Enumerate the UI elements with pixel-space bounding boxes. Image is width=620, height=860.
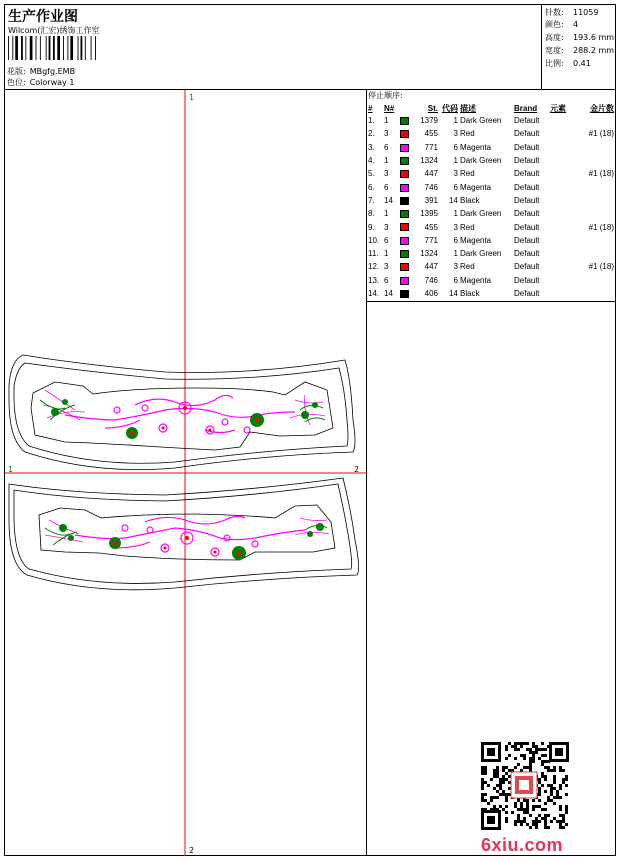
color-description: Red	[460, 169, 475, 179]
brand: Default	[514, 249, 540, 259]
color-code: 6	[453, 275, 458, 285]
table-row	[367, 114, 615, 127]
color-code: 3	[453, 262, 458, 272]
color-swatch	[399, 114, 415, 127]
col-stitches: St.	[427, 103, 438, 113]
element	[549, 287, 573, 300]
col-color-swatch	[399, 102, 415, 114]
color-code: 1	[453, 156, 458, 166]
color-swatch	[399, 167, 415, 180]
header-info	[5, 5, 541, 89]
table-header	[367, 102, 615, 114]
color-swatch	[399, 274, 415, 287]
color-swatch-box	[400, 117, 409, 125]
color-swatch	[399, 287, 415, 300]
stitch-count: 771	[424, 142, 438, 152]
element	[549, 207, 573, 220]
stat-height: 高度: 193.6 mm	[545, 33, 615, 42]
color-swatch	[399, 220, 415, 233]
stop-index: 12.	[368, 262, 380, 272]
element	[549, 167, 573, 180]
brand: Default	[514, 169, 540, 179]
table-row	[367, 141, 615, 154]
color-swatch	[399, 194, 415, 207]
stitch-count: 455	[424, 222, 438, 232]
color-swatch-box	[400, 250, 409, 258]
brand: Default	[514, 275, 540, 285]
stop-index: 5.	[368, 169, 375, 179]
stitch-count: 455	[424, 129, 438, 139]
color-code: 1	[453, 249, 458, 259]
color-code: 14	[449, 195, 458, 205]
brand: Default	[514, 222, 540, 232]
design-stats	[541, 5, 616, 89]
needle-number: 14	[384, 289, 393, 298]
brand: Default	[514, 209, 540, 219]
color-description: Dark Green	[460, 116, 502, 126]
color-description: Black	[460, 195, 480, 205]
lower-panel	[9, 478, 359, 590]
color-description: Red	[460, 262, 475, 272]
barcode-image	[8, 36, 118, 60]
needle-number: 6	[384, 235, 389, 245]
stop-table-divider	[367, 301, 615, 302]
color-description: Red	[460, 129, 475, 139]
color-description: Dark Green	[460, 209, 502, 219]
color-description: Magenta	[460, 182, 492, 192]
sequin-info	[573, 234, 615, 247]
stitch-count: 447	[424, 262, 438, 272]
color-swatch	[399, 180, 415, 193]
stop-rows	[367, 114, 615, 300]
stop-index: 3.	[368, 142, 375, 152]
brand: Default	[514, 142, 540, 152]
stitch-count: 406	[424, 289, 438, 298]
element	[549, 194, 573, 207]
needle-number: 1	[384, 209, 389, 219]
element	[549, 127, 573, 140]
element	[549, 220, 573, 233]
color-swatch-box	[400, 290, 409, 298]
element	[549, 154, 573, 167]
col-brand: Brand	[514, 103, 538, 113]
embroidery-design	[5, 90, 366, 856]
marker-top: 1	[189, 93, 195, 102]
color-code: 6	[453, 235, 458, 245]
needle-number: 3	[384, 222, 389, 232]
design-file-label: 花版:	[7, 67, 26, 76]
color-swatch-box	[400, 277, 409, 285]
stop-index: 9.	[368, 222, 375, 232]
element	[549, 234, 573, 247]
needle-number: 3	[384, 169, 389, 179]
brand: Default	[514, 156, 540, 166]
marker-bottom: 2	[189, 846, 195, 855]
stop-index: 14.	[368, 289, 380, 298]
brand: Default	[514, 262, 540, 272]
stop-index: 11.	[368, 249, 379, 259]
sequin-info	[573, 207, 615, 220]
color-swatch-box	[400, 130, 409, 138]
company-name: Wilcom(汇宏)绣饰工作室	[8, 26, 100, 35]
stat-colors: 颜色: 4	[545, 20, 579, 29]
color-swatch	[399, 127, 415, 140]
color-code: 14	[449, 289, 458, 298]
sequin-info	[573, 274, 615, 287]
sequin-info	[573, 141, 615, 154]
table-row	[367, 154, 615, 167]
brand: Default	[514, 235, 540, 245]
needle-number: 3	[384, 129, 389, 139]
sequin-info	[573, 114, 615, 127]
sequin-info: #1 (18)	[588, 222, 614, 232]
color-description: Magenta	[460, 275, 492, 285]
brand: Default	[514, 116, 540, 126]
sequin-info	[573, 287, 615, 300]
page-title: 生产作业图	[8, 9, 78, 25]
sequin-info: #1 (18)	[588, 169, 614, 179]
stop-index: 10.	[368, 235, 380, 245]
color-swatch-box	[400, 144, 409, 152]
stop-sequence-title: 停止顺序:	[368, 91, 403, 100]
brand: Default	[514, 195, 540, 205]
color-swatch-box	[400, 157, 409, 165]
table-row	[367, 247, 615, 260]
color-swatch-box	[400, 237, 409, 245]
color-swatch-box	[400, 170, 409, 178]
stop-index: 4.	[368, 156, 375, 166]
color-code: 6	[453, 182, 458, 192]
stop-index: 6.	[368, 182, 375, 192]
stitch-count: 391	[424, 195, 438, 205]
needle-number: 14	[384, 195, 393, 205]
color-description: Dark Green	[460, 156, 502, 166]
marker-left: 1	[8, 465, 14, 474]
needle-number: 6	[384, 182, 389, 192]
sequin-info	[573, 154, 615, 167]
stitch-count: 1324	[420, 156, 438, 166]
sequin-info	[573, 247, 615, 260]
brand: Default	[514, 289, 540, 298]
stitch-count: 1379	[420, 116, 438, 126]
stat-stitches: 针数: 11059	[545, 8, 599, 17]
color-description: Magenta	[460, 142, 492, 152]
col-index: #	[368, 103, 373, 113]
table-row	[367, 287, 615, 300]
needle-number: 1	[384, 249, 389, 259]
stop-index: 7.	[368, 195, 375, 205]
element	[549, 247, 573, 260]
element	[549, 260, 573, 273]
stop-index: 1.	[368, 116, 375, 126]
col-needle: N#	[384, 103, 395, 113]
sequin-info	[573, 180, 615, 193]
color-swatch	[399, 141, 415, 154]
element	[549, 114, 573, 127]
color-code: 3	[453, 129, 458, 139]
color-code: 3	[453, 222, 458, 232]
site-logo: 6xiu.com	[481, 835, 564, 855]
color-swatch-box	[400, 263, 409, 271]
needle-number: 6	[384, 142, 389, 152]
qr-code-image	[481, 742, 569, 830]
needle-number: 1	[384, 156, 389, 166]
stitch-count: 1324	[420, 249, 438, 259]
color-code: 1	[453, 116, 458, 126]
needle-number: 3	[384, 262, 389, 272]
color-swatch	[399, 247, 415, 260]
color-code: 1	[453, 209, 458, 219]
color-swatch-box	[400, 210, 409, 218]
color-description: Red	[460, 222, 475, 232]
table-row	[367, 207, 615, 220]
color-swatch	[399, 260, 415, 273]
sequin-info: #1 (18)	[588, 262, 614, 272]
needle-number: 6	[384, 275, 389, 285]
colorway-value: Colorway 1	[29, 78, 75, 87]
color-swatch	[399, 154, 415, 167]
color-code: 6	[453, 142, 458, 152]
marker-right: 2	[354, 465, 360, 474]
color-swatch-box	[400, 184, 409, 192]
table-row	[367, 220, 615, 233]
stitch-count: 746	[424, 275, 438, 285]
upper-embroidery	[40, 390, 325, 434]
col-code: 代码	[442, 103, 458, 113]
col-sequins: 金片数	[590, 103, 614, 113]
table-row	[367, 234, 615, 247]
stop-index: 13.	[368, 275, 380, 285]
element	[549, 274, 573, 287]
col-description: 描述	[460, 103, 476, 113]
stitch-count: 1395	[420, 209, 438, 219]
needle-number: 1	[384, 116, 389, 126]
colorway-row	[7, 77, 74, 88]
color-description: Black	[460, 289, 480, 298]
brand: Default	[514, 182, 540, 192]
design-preview	[5, 90, 367, 856]
table-row	[367, 260, 615, 273]
color-swatch-box	[400, 197, 409, 205]
sequin-info	[573, 194, 615, 207]
stat-width: 宽度: 288.2 mm	[545, 46, 615, 55]
table-row	[367, 194, 615, 207]
stat-scale: 比例: 0.41	[545, 59, 591, 68]
table-row	[367, 180, 615, 193]
color-swatch	[399, 234, 415, 247]
table-row	[367, 274, 615, 287]
color-description: Magenta	[460, 235, 492, 245]
color-swatch-box	[400, 223, 409, 231]
production-worksheet	[4, 4, 616, 856]
stop-sequence-table	[367, 102, 615, 300]
colorway-label: 色位:	[7, 78, 26, 87]
color-swatch	[399, 207, 415, 220]
stop-index: 8.	[368, 209, 375, 219]
stitch-count: 771	[424, 235, 438, 245]
design-file-row	[7, 66, 75, 77]
brand: Default	[514, 129, 540, 139]
element	[549, 141, 573, 154]
design-file-value: MBgfg.EMB	[29, 67, 76, 76]
stitch-count: 447	[424, 169, 438, 179]
table-row	[367, 127, 615, 140]
element	[549, 180, 573, 193]
col-element: 元素	[550, 103, 566, 113]
table-row	[367, 167, 615, 180]
color-code: 3	[453, 169, 458, 179]
stop-index: 2.	[368, 129, 375, 139]
stitch-count: 746	[424, 182, 438, 192]
sequin-info: #1 (18)	[588, 129, 614, 139]
color-description: Dark Green	[460, 249, 502, 259]
